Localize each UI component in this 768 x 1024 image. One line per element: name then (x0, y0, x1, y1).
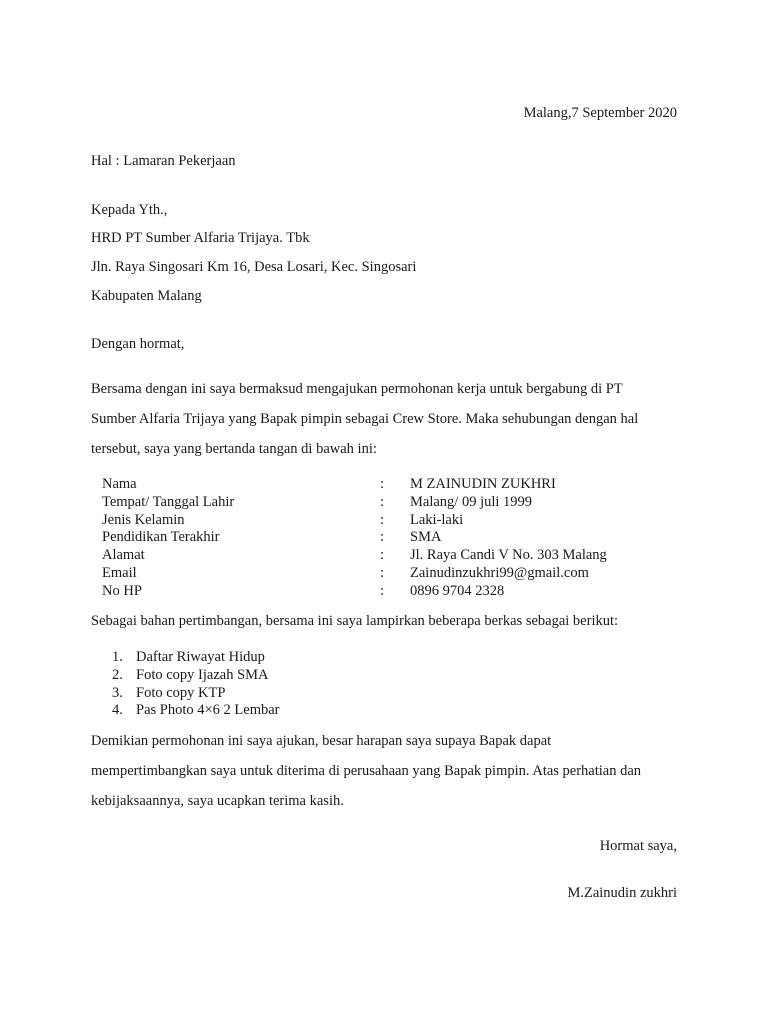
closing-line-2: mempertimbangkan saya untuk diterima di perusahaan yang Bapak pimpin. Atas perhatian dan (91, 763, 642, 779)
detail-colon: : (380, 547, 385, 564)
signature-name: M.Zainudin zukhri (567, 885, 677, 901)
list-number: 3. (112, 684, 123, 701)
place-date: Malang,7 September 2020 (523, 105, 677, 121)
recipient-line-2: HRD PT Sumber Alfaria Trijaya. Tbk (91, 230, 310, 246)
list-text: Foto copy KTP (136, 684, 226, 701)
closing-line-1: Demikian permohonan ini saya ajukan, besar harapan saya supaya Bapak dapat (91, 733, 552, 749)
list-number: 2. (112, 666, 123, 683)
detail-value: Jl. Raya Candi V No. 303 Malang (410, 547, 607, 564)
list-number: 4. (112, 702, 123, 719)
detail-colon: : (380, 493, 385, 510)
list-text: Pas Photo 4×6 2 Lembar (136, 702, 280, 719)
detail-value: SMA (410, 529, 442, 546)
closing-paragraph (91, 726, 691, 816)
detail-label: Nama (102, 476, 137, 492)
detail-label: No HP (102, 582, 142, 599)
detail-label: Tempat/ Tanggal Lahir (102, 493, 235, 510)
detail-colon: : (380, 529, 385, 546)
detail-label: Pendidikan Terakhir (102, 529, 220, 546)
detail-label: Alamat (102, 547, 145, 564)
recipient-line-3: Jln. Raya Singosari Km 16, Desa Losari, Kec. Singosari (91, 259, 417, 275)
detail-value: Zainudinzukhri99@gmail.com (410, 564, 589, 581)
detail-value: Malang/ 09 juli 1999 (410, 493, 533, 510)
detail-colon: : (380, 582, 385, 599)
list-text: Daftar Riwayat Hidup (136, 649, 265, 665)
intro-line-2: Sumber Alfaria Trijaya yang Bapak pimpin sebagai Crew Store. Maka sehubungan dengan hal (91, 411, 639, 427)
intro-line-1: Bersama dengan ini saya bermaksud mengajukan permohonan kerja untuk bergabung di PT (91, 381, 623, 397)
detail-value: 0896 9704 2328 (410, 582, 505, 599)
attachments-intro: Sebagai bahan pertimbangan, bersama ini saya lampirkan beberapa berkas sebagai berikut: (91, 613, 619, 629)
detail-colon: : (380, 511, 385, 528)
detail-label: Email (102, 564, 137, 581)
intro-line-3: tersebut, saya yang bertanda tangan di bawah ini: (91, 441, 377, 457)
detail-colon: : (380, 564, 385, 581)
recipient-line-4: Kabupaten Malang (91, 288, 202, 304)
detail-value: Laki-laki (410, 511, 464, 528)
subject-line: Hal : Lamaran Pekerjaan (91, 153, 236, 169)
list-number: 1. (112, 649, 123, 665)
recipient-line-1: Kepada Yth., (91, 202, 168, 218)
detail-colon: : (380, 476, 385, 492)
greeting: Dengan hormat, (91, 336, 185, 352)
detail-value: M ZAINUDIN ZUKHRI (410, 476, 556, 492)
intro-paragraph (91, 374, 691, 464)
detail-label: Jenis Kelamin (102, 511, 185, 528)
closing-line-3: kebijaksaannya, saya ucapkan terima kasih. (91, 793, 344, 809)
sign-off: Hormat saya, (599, 838, 677, 854)
list-text: Foto copy Ijazah SMA (136, 666, 269, 683)
